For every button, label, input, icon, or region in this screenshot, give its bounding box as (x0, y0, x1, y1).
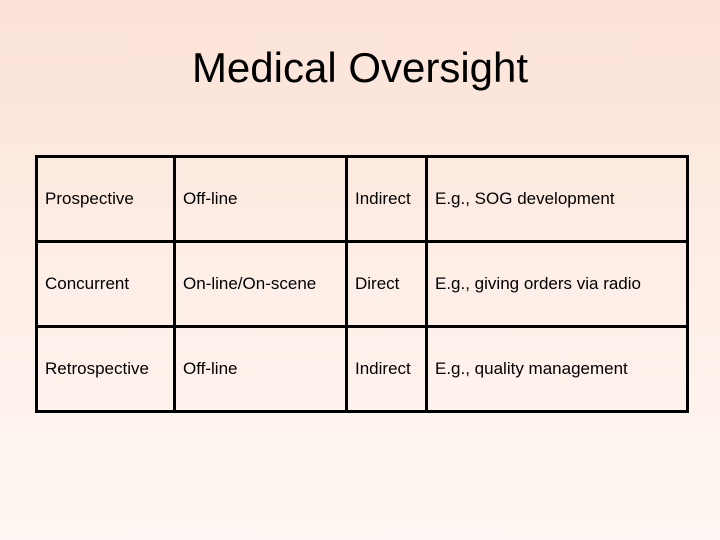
table-cell-timing: Concurrent (37, 242, 175, 327)
table-cell-example: E.g., quality management (427, 327, 688, 412)
slide-title: Medical Oversight (191, 44, 529, 91)
table-cell-type: Indirect (347, 157, 427, 242)
table-cell-type: Direct (347, 242, 427, 327)
oversight-table (35, 155, 689, 413)
table-cell-example: E.g., SOG development (427, 157, 688, 242)
table-cell-timing: Prospective (37, 157, 175, 242)
table-cell-mode: Off-line (175, 327, 347, 412)
table-cell-type: Indirect (347, 327, 427, 412)
table-row (37, 157, 688, 242)
table-cell-mode: Off-line (175, 157, 347, 242)
table-cell-mode: On-line/On-scene (175, 242, 347, 327)
table-cell-example: E.g., giving orders via radio (427, 242, 688, 327)
table-row (37, 242, 688, 327)
table-row (37, 327, 688, 412)
table-cell-timing: Retrospective (37, 327, 175, 412)
